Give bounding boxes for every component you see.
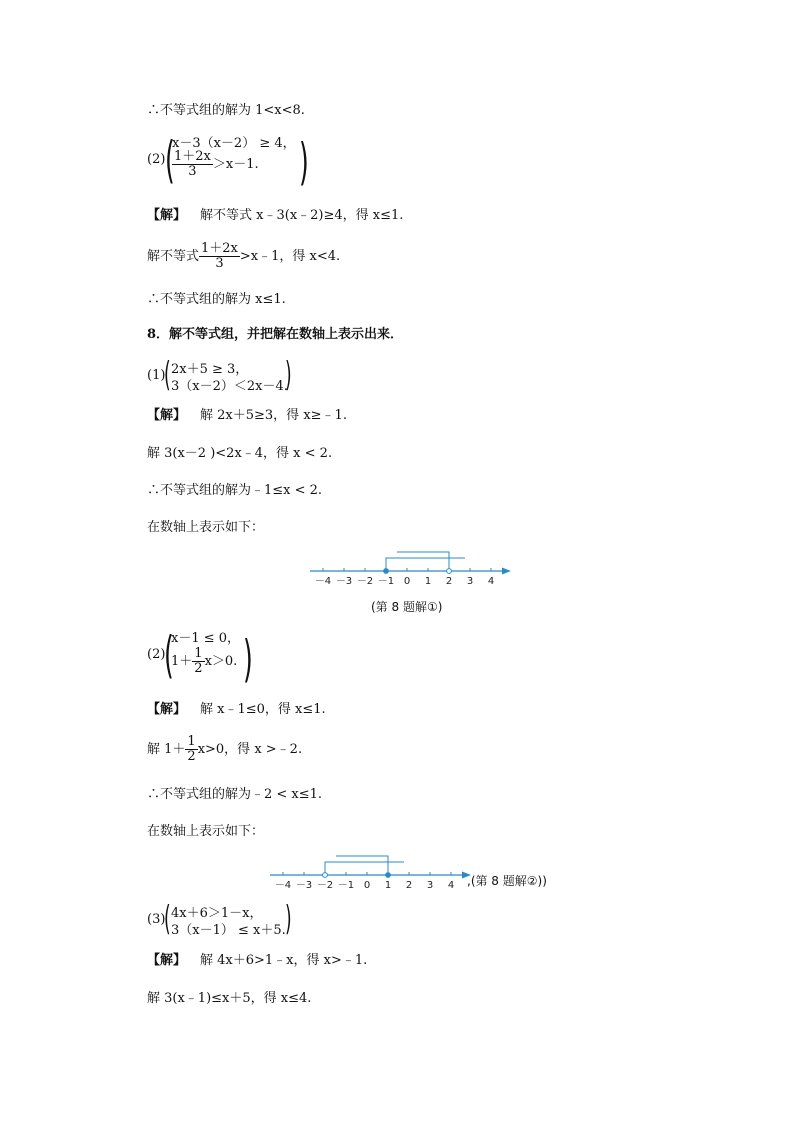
solution-line xyxy=(147,953,367,969)
figure-caption: ,(第 8 题解②)) xyxy=(467,874,547,888)
solution-tag: 【解】 xyxy=(147,408,187,423)
tick-label: －1 xyxy=(337,880,355,891)
tick-label: 1 xyxy=(424,576,432,587)
conclusion-line: ∴不等式组的解为 1<x<8. xyxy=(147,103,305,118)
tick-label: 4 xyxy=(487,576,495,587)
fraction xyxy=(172,150,213,179)
range-bracket-left xyxy=(386,558,465,571)
solution-text: 解 x﹣1≤0，得 x≤1. xyxy=(200,702,326,717)
solution-tag: 【解】 xyxy=(147,208,187,223)
question-text: 解不等式组，并把解在数轴上表示出来． xyxy=(169,327,404,342)
right-brace: ) xyxy=(243,630,253,688)
fraction-denominator: 3 xyxy=(215,256,224,271)
fraction xyxy=(199,242,240,271)
text: >x﹣1，得 x<4. xyxy=(239,249,341,264)
solution-text: 解 4x＋6>1﹣x，得 x>﹣1. xyxy=(200,953,368,968)
solution-tag: 【解】 xyxy=(147,702,187,717)
tick-label: －2 xyxy=(316,880,334,891)
solution-line xyxy=(147,408,347,424)
question-8 xyxy=(147,327,403,343)
axis-arrow xyxy=(502,568,511,575)
tick-label: 3 xyxy=(426,880,434,891)
system-8-3 xyxy=(147,899,307,939)
left-brace: ( xyxy=(165,131,175,189)
tick-label: 3 xyxy=(466,576,474,587)
question-number: 8． xyxy=(147,327,170,342)
tick-label: －3 xyxy=(335,576,353,587)
system-label: (2) xyxy=(147,152,166,167)
right-brace: ) xyxy=(285,355,292,395)
system-row-1: x－3（x－2） ≥ 4， xyxy=(172,136,296,151)
fraction-denominator: 2 xyxy=(187,749,196,764)
fraction-numerator: 1 xyxy=(194,646,203,661)
text: 1＋ xyxy=(171,654,193,669)
axis-intro: 在数轴上表示如下： xyxy=(147,520,265,535)
system-row-2: 3（x－1） ≤ x＋5. xyxy=(171,923,286,938)
fraction-numerator: 1＋2x xyxy=(174,149,211,164)
conclusion-line: ∴不等式组的解为 x≤1. xyxy=(147,292,286,307)
text: 解 1＋ xyxy=(147,742,186,757)
fraction-numerator: 1 xyxy=(187,734,196,749)
tick-label: －4 xyxy=(314,576,332,587)
system-label: (2) xyxy=(147,647,166,662)
axis-intro: 在数轴上表示如下： xyxy=(147,824,265,839)
conclusion-line: ∴不等式组的解为﹣1≤x < 2. xyxy=(147,483,323,498)
text: 解不等式 xyxy=(147,249,200,264)
right-brace: ) xyxy=(299,133,309,191)
system-8-1 xyxy=(147,355,307,395)
conclusion-line: ∴不等式组的解为﹣2 < x≤1. xyxy=(147,787,323,802)
tick-label: 0 xyxy=(363,880,371,891)
solution-line xyxy=(147,208,403,224)
open-endpoint xyxy=(447,569,452,574)
solution-tag: 【解】 xyxy=(147,953,187,968)
tick-label: 0 xyxy=(403,576,411,587)
fraction xyxy=(192,647,204,676)
system-row-2 xyxy=(171,647,237,676)
tick-label: －2 xyxy=(356,576,374,587)
system-row-2: 3（x－2）＜2x－4. xyxy=(171,379,288,394)
right-brace: ) xyxy=(285,899,292,939)
fraction-denominator: 3 xyxy=(188,164,197,179)
text: x＞0. xyxy=(204,654,238,669)
range-bracket-left xyxy=(325,862,404,875)
tick-label: －4 xyxy=(274,880,292,891)
system-row-1: x－1 ≤ 0， xyxy=(171,631,241,646)
range-bracket-right xyxy=(397,552,449,571)
solution-line-2 xyxy=(147,242,340,271)
system-label: (3) xyxy=(147,912,166,927)
open-endpoint xyxy=(323,873,328,878)
left-brace: ( xyxy=(164,355,171,395)
closed-endpoint xyxy=(384,569,389,574)
system-row-1: 2x＋5 ≥ 3， xyxy=(171,362,249,377)
fraction-denominator: 2 xyxy=(194,661,203,676)
text: x>0，得 x >﹣2. xyxy=(197,742,303,757)
number-line-2 xyxy=(265,850,480,892)
solution-line-2: 解 3(x﹣1)≤x＋5，得 x≤4. xyxy=(147,991,312,1006)
tick-label: 4 xyxy=(447,880,455,891)
number-line-1 xyxy=(305,546,520,588)
tick-label: 1 xyxy=(384,880,392,891)
fraction xyxy=(185,735,197,764)
solution-text: 解不等式 x﹣3(x﹣2)≥4，得 x≤1. xyxy=(200,208,404,223)
system-8-2 xyxy=(147,626,297,688)
left-brace: ( xyxy=(164,899,171,939)
row-text: ＞x－1. xyxy=(212,157,259,172)
figure-caption: (第 8 题解①) xyxy=(371,600,443,614)
solution-line-2: 解 3(x－2 )<2x﹣4，得 x < 2. xyxy=(147,446,333,461)
system-2 xyxy=(147,132,327,194)
tick-label: －1 xyxy=(377,576,395,587)
closed-endpoint xyxy=(386,873,391,878)
solution-line xyxy=(147,702,326,718)
range-bracket-right xyxy=(336,856,388,875)
solution-text: 解 2x＋5≥3，得 x≥﹣1. xyxy=(200,408,347,423)
fraction-numerator: 1＋2x xyxy=(201,241,238,256)
system-row-1: 4x＋6＞1－x， xyxy=(171,906,263,921)
tick-label: －3 xyxy=(295,880,313,891)
tick-label: 2 xyxy=(405,880,413,891)
tick-label: 2 xyxy=(445,576,453,587)
left-brace: ( xyxy=(164,626,174,684)
solution-line-2 xyxy=(147,735,302,764)
system-row-2 xyxy=(172,150,259,179)
system-label: (1) xyxy=(147,368,166,383)
